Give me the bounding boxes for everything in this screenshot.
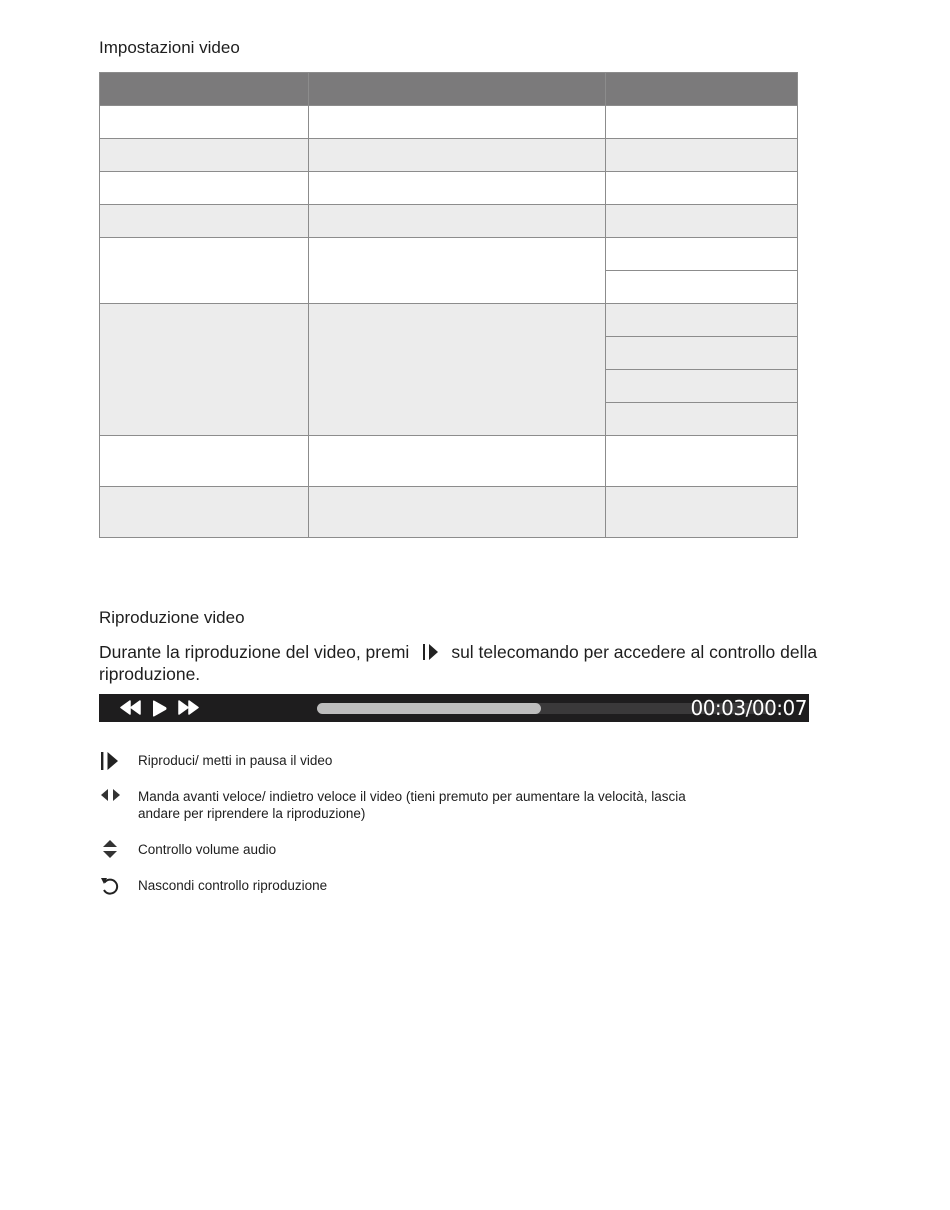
table-cell [606,487,798,538]
table-cell [606,436,798,487]
table-row [100,238,798,271]
table-cell [606,205,798,238]
progress-bar-fill [317,703,541,714]
table-row [100,172,798,205]
table-cell [606,172,798,205]
playback-control-bar [99,694,809,722]
table-cell [309,436,606,487]
legend-item [99,752,819,788]
table-cell [100,172,309,205]
table-cell [100,238,309,304]
settings-title: Impostazioni video [99,38,240,57]
video-settings-table [99,72,798,538]
table-header-cell [100,73,309,106]
time-readout: 00:03/00:07 [690,696,807,720]
return-icon [99,875,121,895]
table-cell [606,271,798,304]
rewind-icon[interactable] [120,700,142,720]
table-row [100,139,798,172]
table-cell [606,106,798,139]
table-cell [100,487,309,538]
intro-text-before: Durante la riproduzione del video, premi [99,642,410,662]
table-row [100,487,798,538]
table-cell [309,304,606,436]
table-cell [606,304,798,337]
table-cell [100,106,309,139]
legend-text: Manda avanti veloce/ indietro veloce il video (tieni premuto per aumentare la velocità, lascia andare per riprendere la riproduzione) [138,789,686,821]
legend-item [99,877,819,913]
playback-intro [99,641,819,685]
table-cell [309,139,606,172]
legend-text: Nascondi controllo riproduzione [138,878,328,893]
table-cell [100,304,309,436]
play-icon[interactable] [150,700,168,722]
legend-text: Controllo volume audio [138,842,277,857]
play-pause-icon [99,751,121,771]
table-cell [309,172,606,205]
table-cell [100,436,309,487]
table-cell [309,487,606,538]
play-pause-icon [421,643,441,659]
table-header-cell [606,73,798,106]
table-row [100,205,798,238]
table-header-cell [309,73,606,106]
table-cell [100,139,309,172]
up-down-arrows-icon [99,837,121,857]
fast-forward-icon[interactable] [177,700,199,720]
intro-text-after: sul telecomando per accedere al controllo della riproduzione. [99,642,818,684]
playback-title: Riproduzione video [99,608,245,627]
table-cell [606,238,798,271]
table-cell [606,403,798,436]
legend-text: Riproduci/ metti in pausa il video [138,753,333,768]
table-row [100,106,798,139]
table-cell [606,370,798,403]
left-right-arrows-icon [99,787,121,807]
table-cell [100,205,309,238]
table-cell [309,238,606,304]
table-cell [606,337,798,370]
table-cell [606,139,798,172]
table-row [100,304,798,337]
controls-legend [99,752,819,913]
legend-item [99,841,819,877]
table-header-row [100,73,798,106]
table-row [100,436,798,487]
table-cell [309,106,606,139]
legend-item [99,788,819,841]
table-cell [309,205,606,238]
